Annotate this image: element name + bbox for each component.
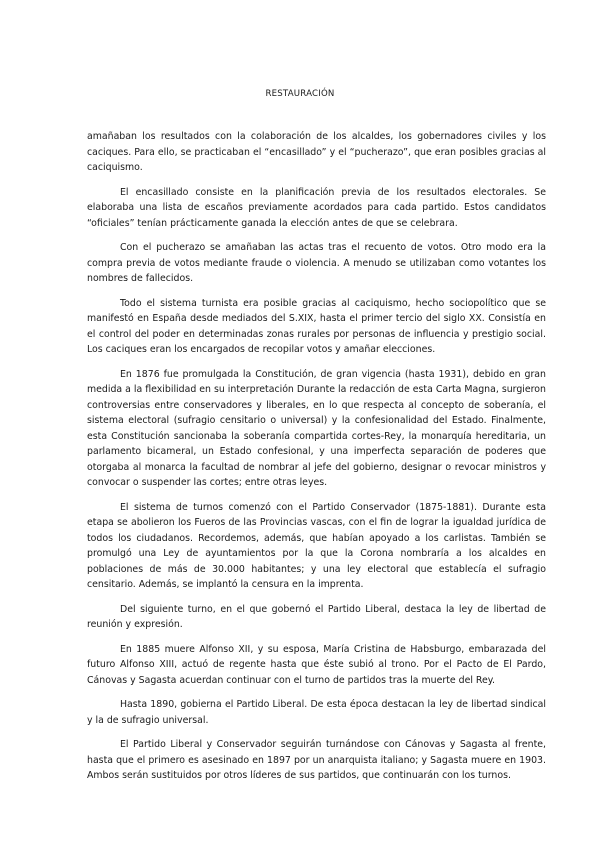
- paragraph: En 1876 fue promulgada la Constitución, de gran vigencia (hasta 1931), debido en gran medida a la flexibilidad en su interpretación Durante la redacción de esta Carta Magna, surgieron controversias entre conservadores y liberales, en lo que respecta al concepto de soberanía, el sistema electoral (sufragio censitario o universal) y la confesionalidad del Estado. Finalmente, esta Constitución sancionaba la soberanía compartida cortes-Rey, la monarquía hereditaria, un parlamento bicameral, un Estado confesional, y una imperfecta separación de poderes que otorgaba al monarca la facultad de nombrar al jefe del gobierno, designar o revocar ministros y convocar o suspender las cortes; entre otras leyes.: [87, 368, 546, 488]
- paragraph: Con el pucherazo se amañaban las actas tras el recuento de votos. Otro modo era la compra previa de votos mediante fraude o violencia. A menudo se utilizaban como votantes los nombres de fallecidos.: [87, 242, 546, 284]
- paragraph: En 1885 muere Alfonso XII, y su esposa, María Cristina de Habsburgo, embarazada del futuro Alfonso XIII, actuó de regente hasta que éste subió al trono. Por el Pacto de El Pardo, Cánovas y Sagasta acuerdan continuar con el turno de partidos tras la muerte del Rey.: [87, 643, 546, 686]
- paragraph: El encasillado consiste en la planificación previa de los resultados electorales. Se elaboraba una lista de escaños previamente acordados para cada partido. Estos candidatos “oficiales” tenían prácticamente ganada la elección antes de que se celebrara.: [87, 186, 546, 229]
- paragraph: El sistema de turnos comenzó con el Partido Conservador (1875-1881). Durante esta etapa se abolieron los Fueros de las Provincias vascas, con el fin de lograr la igualdad jurídica de todos los ciudadanos. Recordemos, además, que habían apoyado a los carlistas. También se promulgó una Ley de ayuntamientos por la que la Corona nombraría a los alcaldes en poblaciones de más de 30.000 habitantes; y una ley electoral que establecía el sufragio censitario. Además, se implantó la censura en la imprenta.: [87, 501, 546, 590]
- paragraph: amañaban los resultados con la colaboración de los alcaldes, los gobernadores civiles y los caciques. Para ello, se practicaban el “encasillado” y el “pucherazo”, que eran posibles gracias al caciquismo.: [87, 131, 546, 173]
- page-title: RESTAURACIÓN: [265, 89, 335, 99]
- paragraph: Todo el sistema turnista era posible gracias al caciquismo, hecho sociopolítico que se manifestó en España desde mediados del S.XIX, hasta el primer tercio del siglo XX. Consistía en el control del poder en determinadas zonas rurales por personas de influencia y prestigio social. Los caciques eran los encargados de recopilar votos y amañar elecciones.: [87, 297, 546, 355]
- document-body: [87, 129, 546, 793]
- paragraph: Del siguiente turno, en el que gobernó el Partido Liberal, destaca la ley de libertad de reunión y expresión.: [87, 603, 546, 630]
- paragraph: El Partido Liberal y Conservador seguirán turnándose con Cánovas y Sagasta al frente, hasta que el primero es asesinado en 1897 por un anarquista italiano; y Sagasta muere en 1903. Ambos serán sustituidos por otros líderes de sus partidos, que continuarán con los turnos.: [87, 739, 546, 781]
- paragraph: Hasta 1890, gobierna el Partido Liberal. De esta época destacan la ley de libertad sindical y la de sufragio universal.: [87, 699, 546, 726]
